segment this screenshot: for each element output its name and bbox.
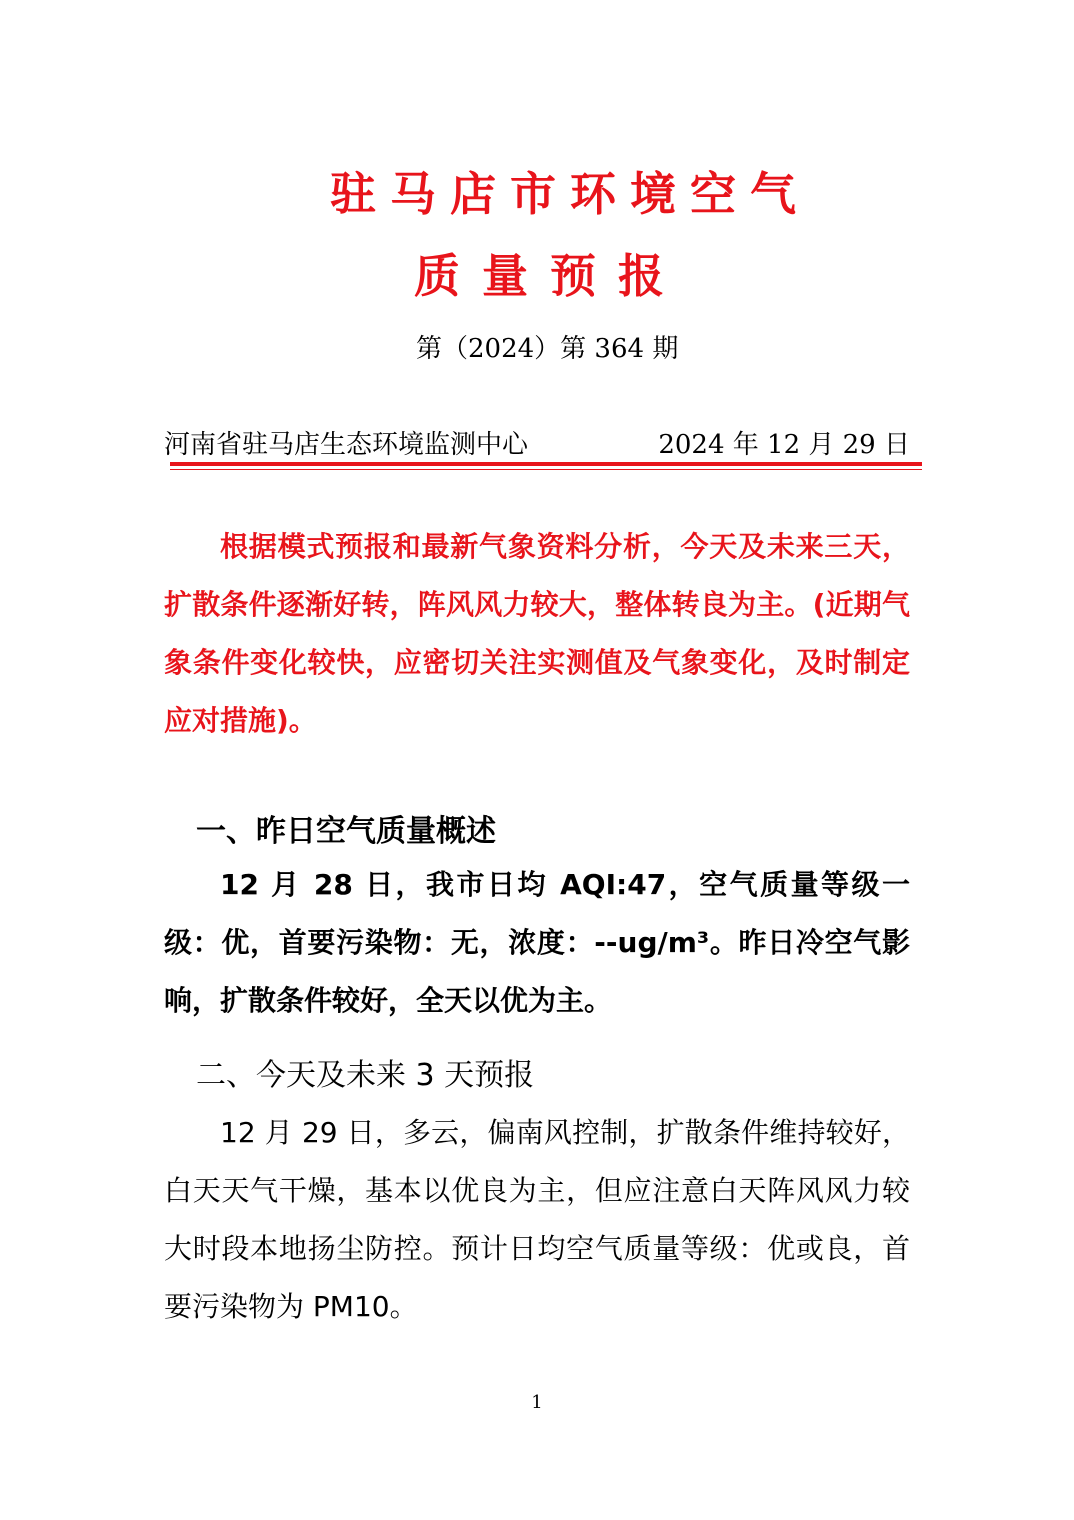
section-heading-forecast: 二、今天及未来 3 天预报 xyxy=(196,1058,535,1093)
issuing-organization: 河南省驻马店生态环境监测中心 xyxy=(164,430,529,460)
report-title-line-1: 驻马店市环境空气 xyxy=(330,167,810,221)
page-number: 1 xyxy=(531,1392,543,1413)
report-title-line-2: 质量预报 xyxy=(414,249,686,303)
issue-date: 2024 年 12 月 29 日 xyxy=(658,430,910,460)
issue-number: 第（2024）第 364 期 xyxy=(416,334,679,364)
section-heading-yesterday: 一、昨日空气质量概述 xyxy=(196,814,496,849)
forecast-summary: 根据模式预报和最新气象资料分析，今天及未来三天，扩散条件逐渐好转，阵风风力较大，整体转良为主。(近期气象条件变化较快，应密切关注实测值及气象变化，及时制定应对措施)。 xyxy=(164,530,910,737)
yesterday-overview-paragraph: 12 月 28 日，我市日均 AQI:47，空气质量等级一级：优，首要污染物：无，浓度：--ug/m³。昨日冷空气影响，扩散条件较好，全天以优为主。 xyxy=(164,868,910,1017)
header-divider-thick xyxy=(170,462,922,466)
header-divider-thin xyxy=(170,469,922,470)
forecast-day-paragraph: 12 月 29 日，多云，偏南风控制，扩散条件维持较好，白天天气干燥，基本以优良为主，但应注意白天阵风风力较大时段本地扬尘防控。预计日均空气质量等级：优或良，首要污染物为 PM10。 xyxy=(164,1116,910,1323)
